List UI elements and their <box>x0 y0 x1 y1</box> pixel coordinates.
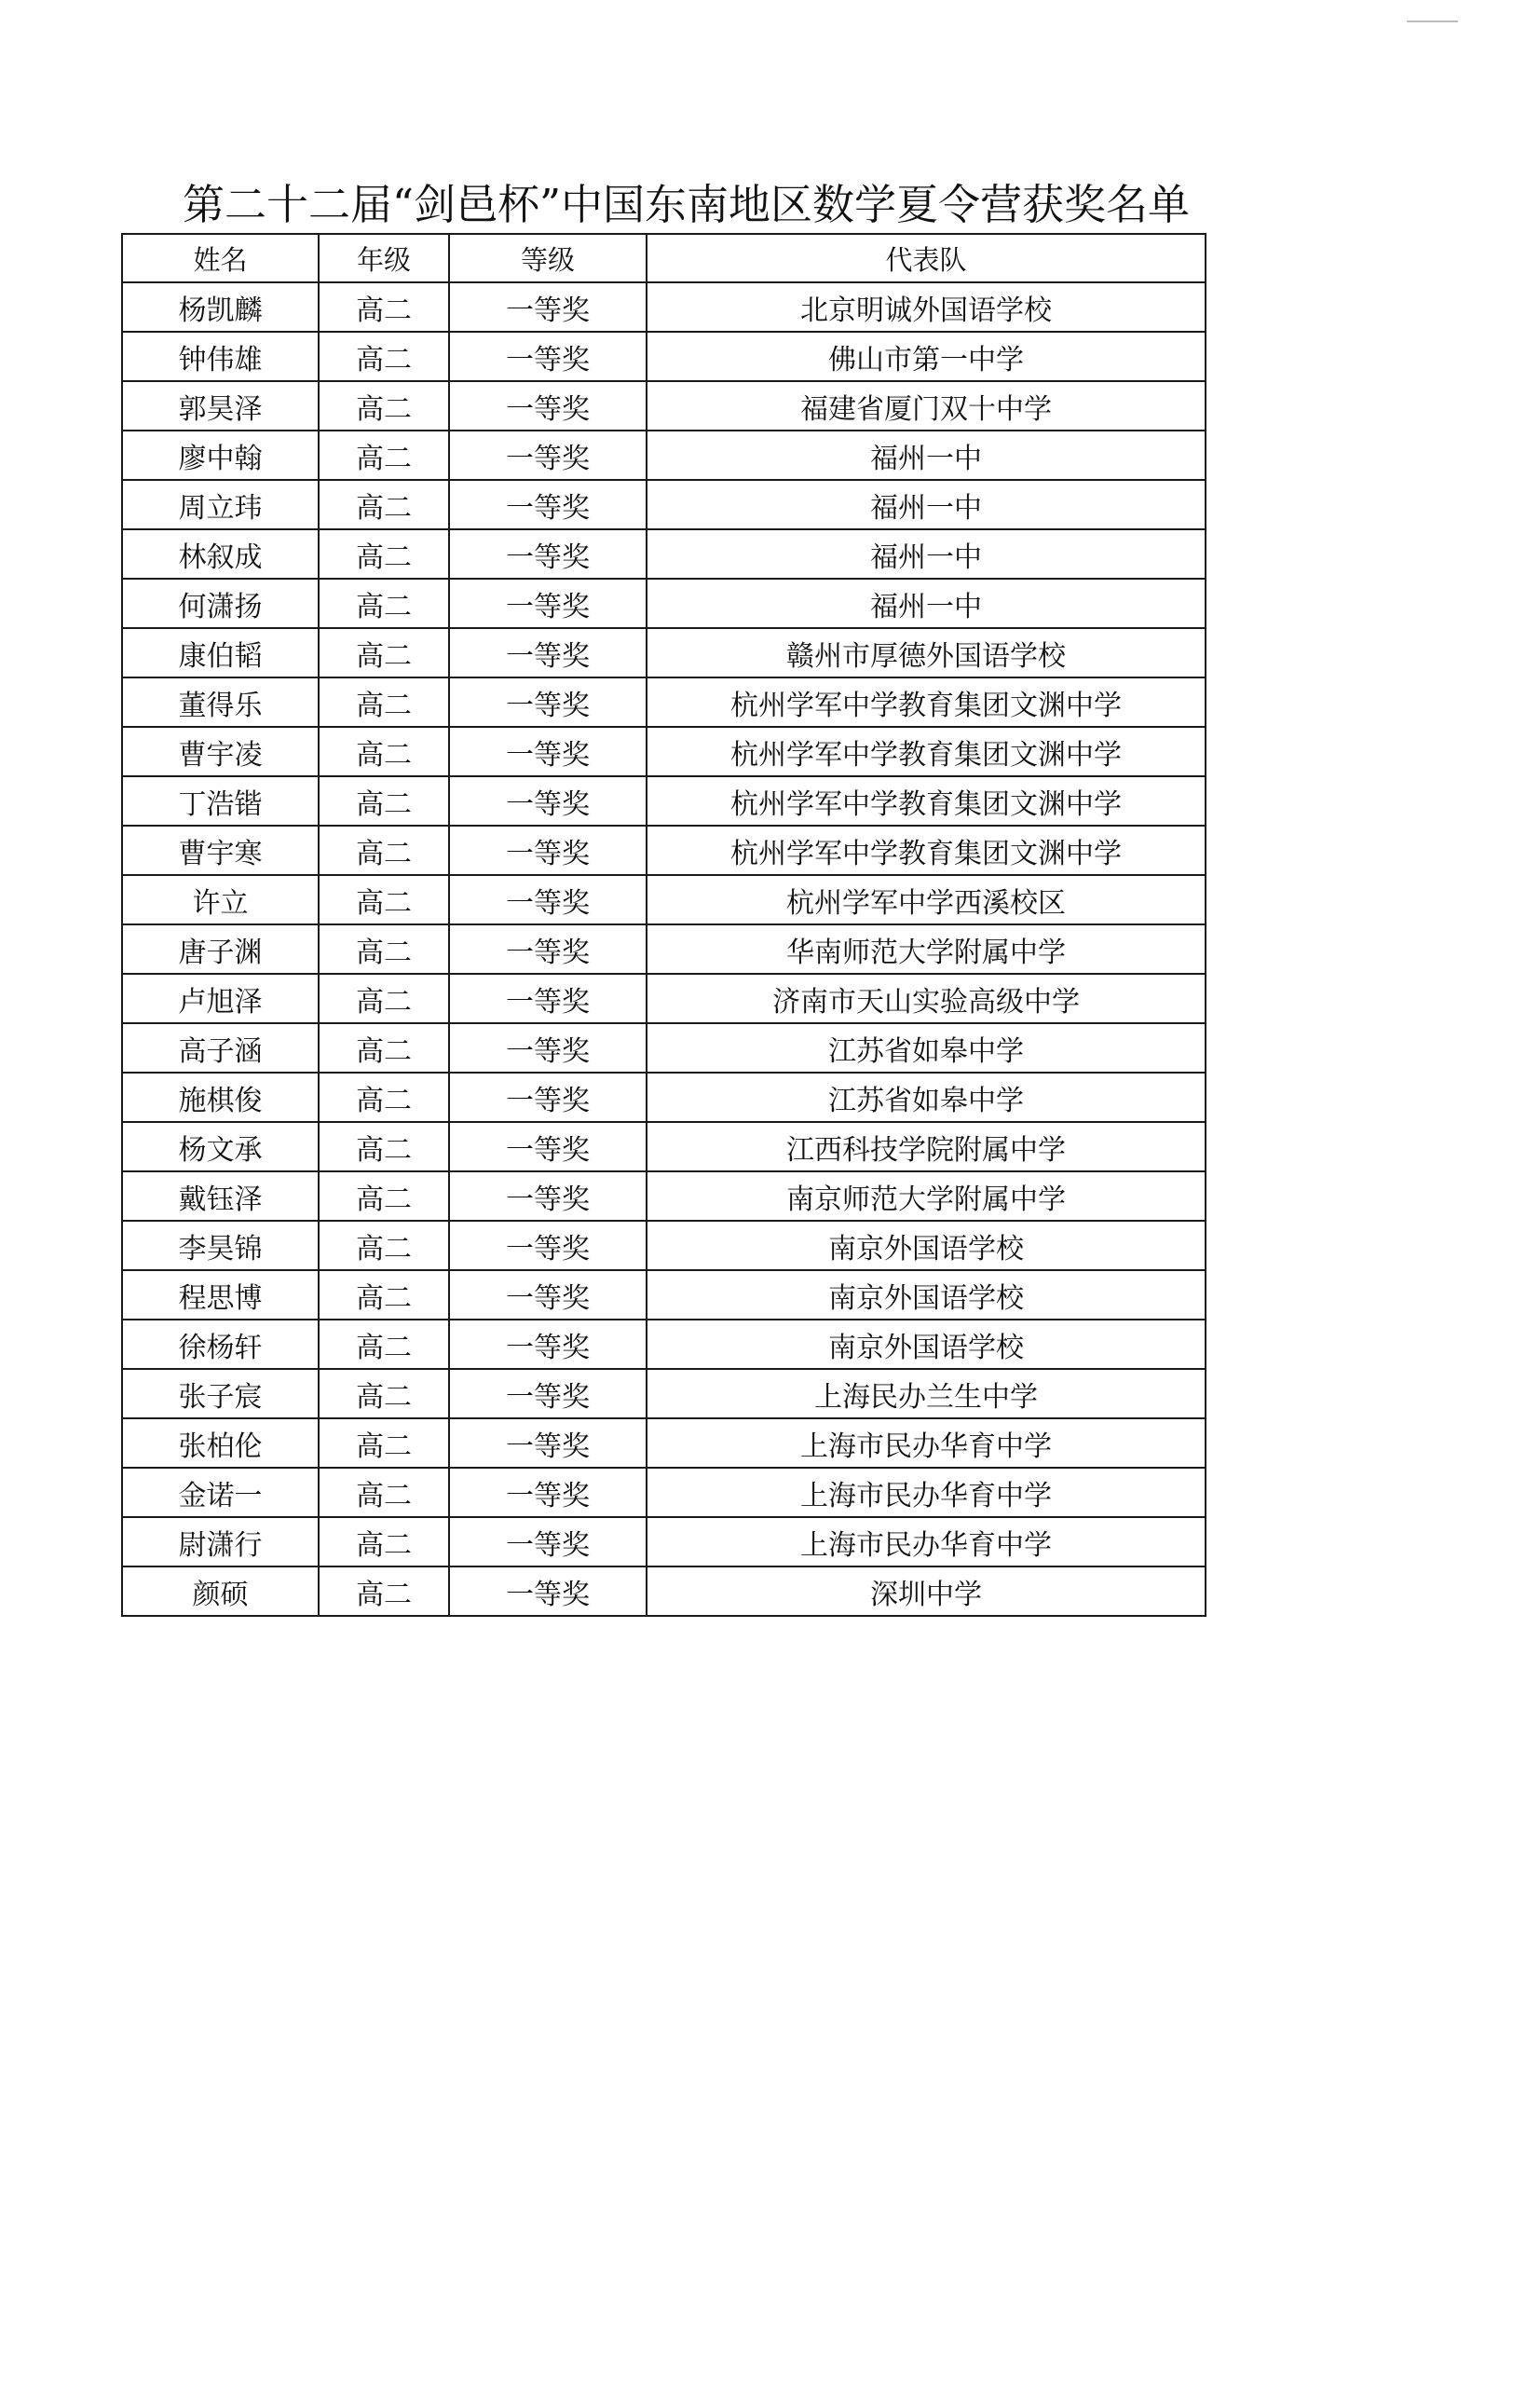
table-row <box>122 1171 1206 1221</box>
cell-grade: 高二 <box>319 1270 449 1320</box>
cell-team: 福州一中 <box>647 579 1206 628</box>
cell-team: 江西科技学院附属中学 <box>647 1122 1206 1171</box>
table-row <box>122 480 1206 529</box>
cell-name: 钟伟雄 <box>122 332 319 381</box>
cell-name: 徐杨轩 <box>122 1320 319 1369</box>
table-row <box>122 974 1206 1023</box>
cell-level: 一等奖 <box>449 1023 647 1073</box>
cell-name: 李昊锦 <box>122 1221 319 1270</box>
cell-team: 南京外国语学校 <box>647 1221 1206 1270</box>
cell-grade: 高二 <box>319 579 449 628</box>
cell-name: 唐子渊 <box>122 924 319 974</box>
cell-team: 深圳中学 <box>647 1566 1206 1616</box>
cell-team: 南京师范大学附属中学 <box>647 1171 1206 1221</box>
cell-name: 何潇扬 <box>122 579 319 628</box>
cell-team: 福州一中 <box>647 529 1206 579</box>
cell-team: 福建省厦门双十中学 <box>647 381 1206 431</box>
cell-name: 张子宸 <box>122 1369 319 1418</box>
cell-grade: 高二 <box>319 776 449 826</box>
cell-level: 一等奖 <box>449 1566 647 1616</box>
document-title: 第二十二届“剑邑杯”中国东南地区数学夏令营获奖名单 <box>183 180 1191 229</box>
cell-grade: 高二 <box>319 1517 449 1566</box>
cell-name: 颜硕 <box>122 1566 319 1616</box>
table-row <box>122 776 1206 826</box>
cell-grade: 高二 <box>319 727 449 776</box>
table-row <box>122 1023 1206 1073</box>
table-row <box>122 628 1206 677</box>
table-row <box>122 924 1206 974</box>
cell-level: 一等奖 <box>449 974 647 1023</box>
cell-team: 杭州学军中学教育集团文渊中学 <box>647 826 1206 875</box>
cell-team: 济南市天山实验高级中学 <box>647 974 1206 1023</box>
cell-level: 一等奖 <box>449 1073 647 1122</box>
cell-team: 上海市民办华育中学 <box>647 1468 1206 1517</box>
cell-level: 一等奖 <box>449 1270 647 1320</box>
cell-team: 上海市民办华育中学 <box>647 1418 1206 1468</box>
cell-grade: 高二 <box>319 1320 449 1369</box>
cell-team: 上海市民办华育中学 <box>647 1517 1206 1566</box>
scan-mark <box>1407 21 1458 22</box>
cell-level: 一等奖 <box>449 776 647 826</box>
cell-name: 金诺一 <box>122 1468 319 1517</box>
cell-grade: 高二 <box>319 1023 449 1073</box>
header-name: 姓名 <box>122 234 319 282</box>
table-body <box>122 282 1206 1616</box>
table-row <box>122 1418 1206 1468</box>
cell-grade: 高二 <box>319 924 449 974</box>
cell-level: 一等奖 <box>449 282 647 332</box>
table-row <box>122 1566 1206 1616</box>
table-row <box>122 282 1206 332</box>
cell-grade: 高二 <box>319 282 449 332</box>
cell-level: 一等奖 <box>449 924 647 974</box>
table-row <box>122 875 1206 924</box>
cell-name: 卢旭泽 <box>122 974 319 1023</box>
cell-name: 许立 <box>122 875 319 924</box>
cell-team: 福州一中 <box>647 431 1206 480</box>
table-header-row <box>122 234 1206 282</box>
cell-level: 一等奖 <box>449 1221 647 1270</box>
cell-team: 华南师范大学附属中学 <box>647 924 1206 974</box>
cell-level: 一等奖 <box>449 381 647 431</box>
table-row <box>122 1221 1206 1270</box>
cell-level: 一等奖 <box>449 1418 647 1468</box>
cell-level: 一等奖 <box>449 480 647 529</box>
cell-grade: 高二 <box>319 1073 449 1122</box>
cell-name: 林叙成 <box>122 529 319 579</box>
cell-grade: 高二 <box>319 1468 449 1517</box>
cell-level: 一等奖 <box>449 1320 647 1369</box>
table-row <box>122 1369 1206 1418</box>
table-row <box>122 1468 1206 1517</box>
cell-level: 一等奖 <box>449 1171 647 1221</box>
cell-level: 一等奖 <box>449 875 647 924</box>
cell-name: 张柏伦 <box>122 1418 319 1468</box>
cell-name: 周立玮 <box>122 480 319 529</box>
cell-name: 曹宇寒 <box>122 826 319 875</box>
cell-level: 一等奖 <box>449 1468 647 1517</box>
cell-team: 赣州市厚德外国语学校 <box>647 628 1206 677</box>
cell-level: 一等奖 <box>449 826 647 875</box>
table-row <box>122 1122 1206 1171</box>
cell-team: 杭州学军中学西溪校区 <box>647 875 1206 924</box>
cell-team: 南京外国语学校 <box>647 1270 1206 1320</box>
cell-level: 一等奖 <box>449 1517 647 1566</box>
cell-level: 一等奖 <box>449 677 647 727</box>
cell-name: 施棋俊 <box>122 1073 319 1122</box>
cell-team: 福州一中 <box>647 480 1206 529</box>
cell-name: 杨文承 <box>122 1122 319 1171</box>
cell-grade: 高二 <box>319 1369 449 1418</box>
cell-level: 一等奖 <box>449 727 647 776</box>
cell-name: 郭昊泽 <box>122 381 319 431</box>
award-table <box>121 233 1206 1617</box>
cell-grade: 高二 <box>319 381 449 431</box>
cell-name: 董得乐 <box>122 677 319 727</box>
cell-grade: 高二 <box>319 1221 449 1270</box>
table-row <box>122 1517 1206 1566</box>
table-row <box>122 381 1206 431</box>
cell-team: 杭州学军中学教育集团文渊中学 <box>647 727 1206 776</box>
cell-team: 南京外国语学校 <box>647 1320 1206 1369</box>
cell-grade: 高二 <box>319 826 449 875</box>
cell-grade: 高二 <box>319 1418 449 1468</box>
cell-level: 一等奖 <box>449 529 647 579</box>
cell-name: 高子涵 <box>122 1023 319 1073</box>
table-row <box>122 727 1206 776</box>
cell-name: 康伯韬 <box>122 628 319 677</box>
cell-level: 一等奖 <box>449 431 647 480</box>
header-team: 代表队 <box>647 234 1206 282</box>
cell-team: 北京明诚外国语学校 <box>647 282 1206 332</box>
cell-name: 廖中翰 <box>122 431 319 480</box>
header-level: 等级 <box>449 234 647 282</box>
cell-grade: 高二 <box>319 677 449 727</box>
table-row <box>122 431 1206 480</box>
table-row <box>122 1320 1206 1369</box>
cell-grade: 高二 <box>319 1566 449 1616</box>
cell-grade: 高二 <box>319 332 449 381</box>
cell-name: 丁浩锴 <box>122 776 319 826</box>
table-row <box>122 677 1206 727</box>
table-row <box>122 529 1206 579</box>
cell-level: 一等奖 <box>449 1369 647 1418</box>
cell-name: 曹宇凌 <box>122 727 319 776</box>
cell-team: 杭州学军中学教育集团文渊中学 <box>647 677 1206 727</box>
cell-name: 程思博 <box>122 1270 319 1320</box>
cell-level: 一等奖 <box>449 579 647 628</box>
table-row <box>122 826 1206 875</box>
table-row <box>122 1073 1206 1122</box>
cell-team: 江苏省如皋中学 <box>647 1073 1206 1122</box>
cell-level: 一等奖 <box>449 332 647 381</box>
cell-name: 尉潇行 <box>122 1517 319 1566</box>
cell-grade: 高二 <box>319 431 449 480</box>
cell-level: 一等奖 <box>449 1122 647 1171</box>
cell-team: 杭州学军中学教育集团文渊中学 <box>647 776 1206 826</box>
table-row <box>122 332 1206 381</box>
cell-team: 上海民办兰生中学 <box>647 1369 1206 1418</box>
cell-grade: 高二 <box>319 974 449 1023</box>
cell-grade: 高二 <box>319 628 449 677</box>
cell-grade: 高二 <box>319 529 449 579</box>
header-grade: 年级 <box>319 234 449 282</box>
cell-grade: 高二 <box>319 480 449 529</box>
table-row <box>122 579 1206 628</box>
table-row <box>122 1270 1206 1320</box>
cell-team: 江苏省如皋中学 <box>647 1023 1206 1073</box>
cell-name: 戴钰泽 <box>122 1171 319 1221</box>
cell-name: 杨凯麟 <box>122 282 319 332</box>
cell-grade: 高二 <box>319 1122 449 1171</box>
cell-team: 佛山市第一中学 <box>647 332 1206 381</box>
cell-grade: 高二 <box>319 875 449 924</box>
cell-level: 一等奖 <box>449 628 647 677</box>
cell-grade: 高二 <box>319 1171 449 1221</box>
